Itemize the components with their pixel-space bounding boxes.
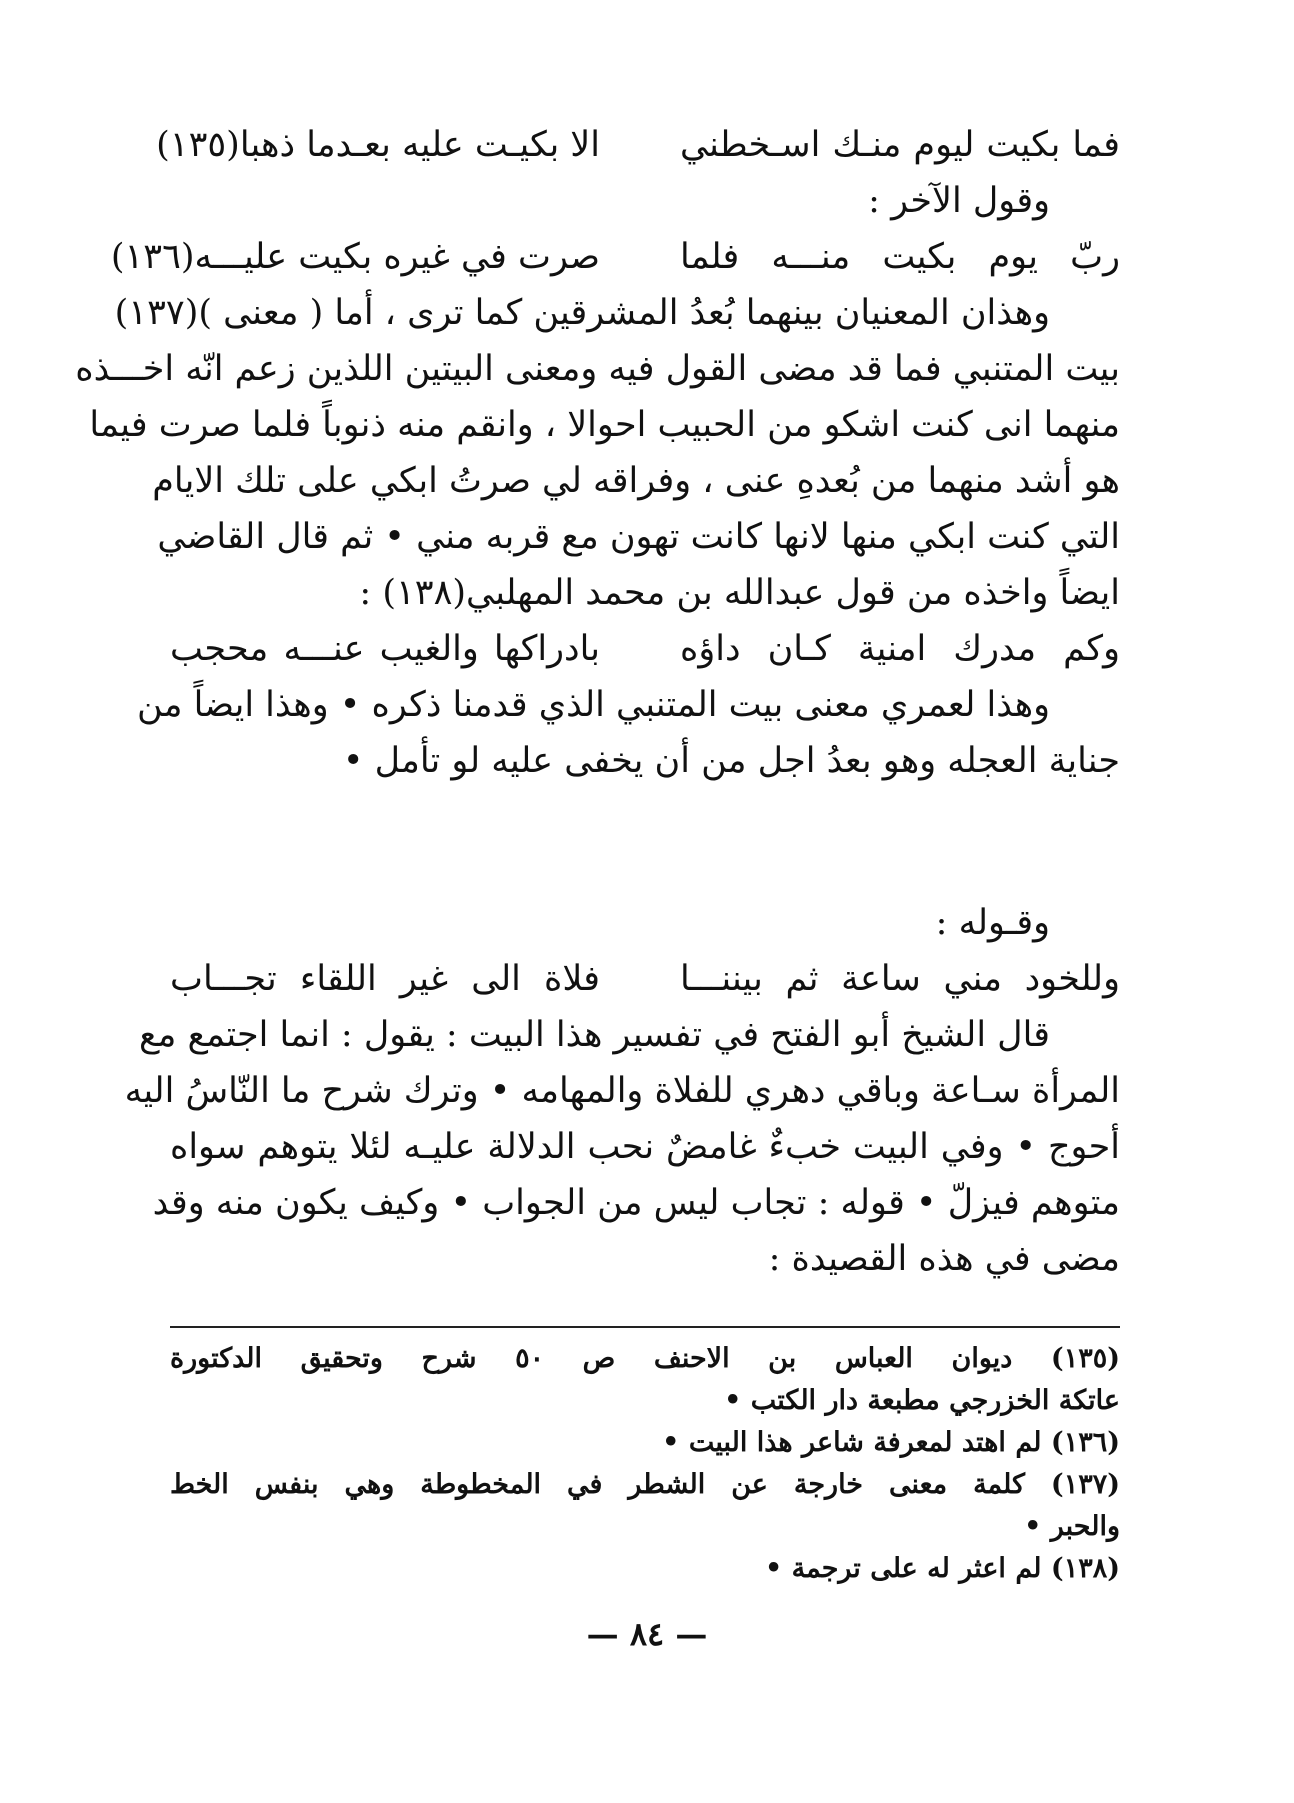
verse-3-first-hemistich: وكم مدرك امنية كـان داؤه [680,629,1120,669]
footnote-135-line-2: عاتكة الخزرجي مطبعة دار الكتب • [724,1385,1120,1416]
verse-3 [170,621,1120,677]
verse-4 [170,951,1120,1007]
verse-1-first-hemistich: فما بكيت ليوم منـك اسـخطني [680,125,1120,165]
footnote-138: (١٣٨) لم اعثر له على ترجمة • [764,1553,1120,1584]
verse-4-second-hemistich: فلاة الى غير اللقاء تجـــاب [170,959,600,999]
paragraph-3-line-4: متوهم فيزلّ • قوله : تجاب ليس من الجواب • وكيف يكون منه وقد [152,1183,1120,1223]
verse-1-second-hemistich: الا بكيـت عليه بعـدما ذهبا(١٣٥) [156,125,600,165]
footnote-136: (١٣٦) لم اهتد لمعرفة شاعر هذا البيت • [662,1427,1120,1458]
paragraph-3-line-5: مضى في هذه القصيدة : [768,1239,1120,1279]
intro-line-other-poet: وقول الآخر : [868,181,1050,221]
section-heading: وقـوله : [935,903,1050,943]
verse-1 [156,117,1120,173]
verse-3-second-hemistich: بادراكها والغيب عنـــه محجب [170,629,600,669]
page-number: — ٨٤ — [586,1615,708,1653]
paragraph-1-line-1: وهذان المعنيان بينهما بُعدُ المشرقين كما ترى ، أما ( معنى )(١٣٧) [114,293,1050,333]
verse-4-first-hemistich: وللخود مني ساعة ثم بيننـــا [680,959,1120,999]
paragraph-1-line-6: ايضاً واخذه من قول عبدالله بن محمد المهلبي(١٣٨) : [359,573,1120,613]
footnote-divider [170,1326,1120,1328]
paragraph-1-line-3: منهما انى كنت اشكو من الحبيب احوالا ، وانقم منه ذنوباً فلما صرت فيما [89,405,1120,445]
verse-2-second-hemistich: صرت في غيره بكيت عليـــه(١٣٦) [110,237,600,277]
verse-2-first-hemistich: ربّ يوم بكيت منـــه فلما [680,237,1120,277]
paragraph-2-line-1: وهذا لعمري معنى بيت المتنبي الذي قدمنا ذكره • وهذا ايضاً من [137,685,1050,725]
footnote-135-line-1: (١٣٥) ديوان العباس بن الاحنف ص ٥٠ شرح وتحقيق الدكتورة [170,1343,1120,1374]
paragraph-2-line-2: جناية العجله وهو بعدُ اجل من أن يخفى عليه لو تأمل • [342,741,1120,781]
paragraph-1-line-5: التي كنت ابكي منها لانها كانت تهون مع قربه مني • ثم قال القاضي [157,517,1120,557]
verse-2 [110,229,1120,285]
footnote-137-line-2: والحبر • [1024,1511,1120,1542]
paragraph-3-line-1: قال الشيخ أبو الفتح في تفسير هذا البيت : يقول : انما اجتمع مع [139,1015,1050,1055]
paragraph-3-line-2: المرأة سـاعة وباقي دهري للفلاة والمهامه • وترك شرح ما النّاسُ اليه [124,1071,1120,1111]
paragraph-1-line-2: بيت المتنبي فما قد مضى القول فيه ومعنى البيتين اللذين زعم انّه اخـــذه [75,349,1120,389]
paragraph-3-line-3: أحوج • وفي البيت خبءٌ غامضٌ نحب الدلالة عليـه لئلا يتوهم سواه [170,1127,1120,1167]
paragraph-1-line-4: هو أشد منهما من بُعدهِ عنى ، وفراقه لي صرتُ ابكي على تلك الايام [152,461,1120,501]
footnote-137-line-1: (١٣٧) كلمة معنى خارجة عن الشطر في المخطوطة وهي بنفس الخط [170,1469,1120,1500]
